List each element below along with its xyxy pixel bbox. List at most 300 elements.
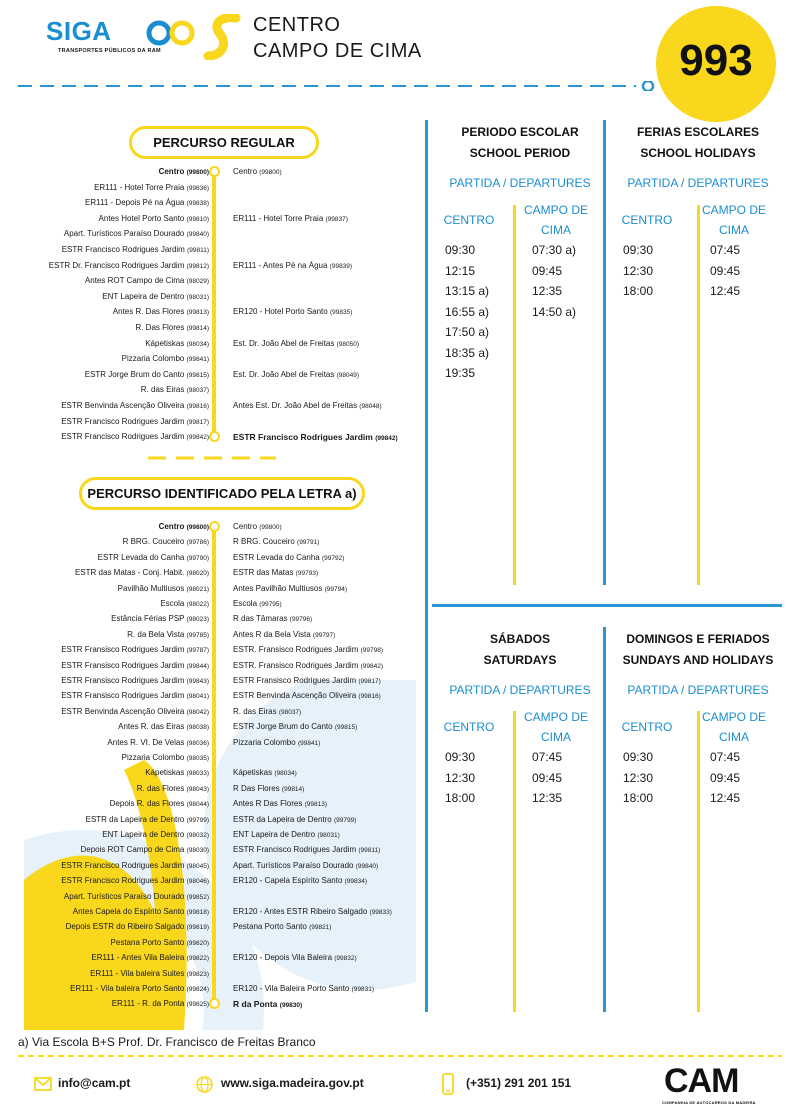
globe-icon — [196, 1076, 213, 1093]
departure-time: 12:30 — [623, 263, 654, 278]
times-centro — [445, 240, 489, 384]
footer-dashed-line — [18, 1053, 782, 1059]
stop-code: (99831) — [351, 986, 375, 993]
stop-name: Depois ESTR do Ribeiro Salgado — [65, 922, 185, 932]
times-centro — [623, 747, 653, 809]
stop-right — [233, 307, 352, 316]
stop-code: (98043) — [186, 785, 209, 793]
column-header-line1: CAMPO DE — [523, 203, 588, 217]
stop-name: ER111 - Depois Pé na Água — [85, 198, 185, 208]
stop-right — [233, 707, 301, 716]
stop-code: (99793) — [295, 570, 319, 578]
stop-code: (99817) — [358, 678, 381, 685]
stop-right — [233, 999, 302, 1009]
stop-name: Antes R Das Flores — [233, 799, 303, 809]
stop-left — [70, 984, 209, 993]
stop-code: (98035) — [186, 755, 209, 762]
timetable-left-border — [425, 120, 428, 1012]
stop-code: (98038) — [186, 724, 209, 732]
stop-right — [233, 432, 398, 442]
phone-icon — [442, 1073, 454, 1095]
route-number: 993 — [679, 36, 753, 85]
stop-name: R. das Eiras — [233, 706, 277, 716]
regular-route-title: PERCURSO REGULAR — [129, 126, 319, 159]
stop-left — [85, 198, 209, 207]
column-divider-2 — [697, 205, 700, 585]
times-centro — [445, 747, 475, 809]
stop-left — [61, 876, 209, 885]
column-header-campo-de-cima — [518, 200, 594, 240]
stop-name: ENT Lapeira de Dentro — [102, 291, 185, 301]
stop-code: (98020) — [186, 570, 209, 578]
stop-left — [91, 953, 209, 962]
stop-name: ESTR Francisco Rodrigues Jardim — [61, 432, 185, 442]
stop-left — [145, 339, 209, 348]
stop-code: (98036) — [186, 739, 209, 747]
stop-right — [233, 370, 359, 379]
stop-right — [233, 845, 380, 854]
stop-code: (99814) — [186, 325, 209, 332]
stop-name: R Das Flores — [233, 783, 280, 793]
stop-code: (98022) — [186, 601, 209, 608]
column-header-line2: CIMA — [719, 223, 749, 237]
column-header-campo-de-cima — [696, 200, 772, 240]
stop-left — [122, 753, 209, 762]
stop-name: Antes R. VI. De Velas — [107, 737, 185, 747]
stop-code: (99810) — [186, 215, 209, 223]
stop-right — [233, 691, 381, 700]
stop-left — [61, 401, 209, 410]
stop-code: (99842) — [186, 434, 209, 442]
stop-name: ESTR Jorge Brum do Canto — [84, 369, 185, 379]
stop-code: (98041) — [186, 693, 209, 701]
background-decoration — [24, 680, 416, 1030]
stop-right — [233, 799, 327, 808]
stop-left — [75, 568, 209, 577]
stop-name: ESTR. Fransisco Rodrigues Jardim — [233, 660, 359, 670]
timetable-title — [432, 629, 608, 671]
stop-name: R das Tâmaras — [233, 614, 288, 624]
departures-label: PARTIDA / DEPARTURES — [449, 683, 591, 697]
stop-name: ER120 - Capela Espírito Santo — [233, 876, 343, 886]
stop-name: Centro — [158, 167, 185, 176]
route-title-line2: CAMPO DE CIMA — [253, 40, 422, 62]
stop-code: (98049) — [336, 371, 360, 379]
departure-time: 09:45 — [532, 770, 563, 785]
stop-right — [233, 907, 392, 916]
departure-time: 19:35 — [445, 366, 476, 380]
stop-right — [233, 676, 381, 685]
departure-time: 09:45 — [710, 770, 741, 785]
stop-code: (99794) — [324, 585, 348, 593]
stop-right — [233, 614, 312, 623]
stop-code: (99816) — [358, 693, 381, 701]
stop-right — [233, 738, 320, 747]
stop-code: (99817) — [186, 418, 209, 426]
stop-left — [49, 261, 209, 270]
stop-name: Pestana Porto Santo — [233, 922, 307, 932]
stop-code: (99800) — [186, 169, 209, 176]
departure-time: 17:50 a) — [445, 325, 490, 339]
stop-left — [111, 938, 209, 947]
stop-left — [141, 385, 209, 394]
stop-name: R BRG. Couceiro — [233, 537, 295, 547]
stop-code: (99830) — [279, 1002, 303, 1010]
stop-name: ESTR Fransisco Rodrigues Jardim — [61, 691, 185, 701]
cam-logo: CAM — [664, 1062, 739, 1100]
timetable-title — [432, 122, 608, 164]
stop-left — [99, 214, 209, 223]
stop-code: (99852) — [186, 893, 209, 901]
stop-code: (99819) — [186, 924, 209, 932]
stop-code: (98031) — [317, 832, 340, 839]
stop-name: ESTR da Lapeira de Dentro — [233, 814, 332, 824]
stop-left — [123, 537, 209, 546]
stop-code: (99824) — [186, 986, 209, 993]
column-divider-3 — [513, 711, 516, 1012]
stop-name: Pizzaria Colombo — [233, 737, 296, 747]
stop-name: Pavilhão Multiusos — [117, 583, 185, 593]
stop-code: (99796) — [289, 616, 313, 624]
departure-time: 09:30 — [623, 750, 654, 764]
departure-time: 13:15 a) — [445, 284, 490, 298]
stop-right — [233, 645, 383, 654]
stop-code: (99842) — [375, 435, 398, 443]
stop-code: (98029) — [186, 278, 209, 286]
stop-name: ESTR Levada do Canha — [233, 552, 320, 562]
stop-name: ER111 - Antes Pé na Água — [233, 260, 328, 270]
departure-time: 18:00 — [623, 791, 654, 805]
route-line — [212, 171, 216, 436]
departures-label: PARTIDA / DEPARTURES — [627, 683, 769, 697]
stop-name: R da Ponta — [233, 999, 278, 1010]
timetable-title — [610, 629, 786, 671]
stop-name: Antes R da Bela Vista — [233, 629, 311, 639]
route-end-dot — [209, 431, 220, 442]
stop-right — [233, 661, 383, 670]
stop-left — [112, 999, 209, 1008]
timetable-title-pt: SÁBADOS — [489, 632, 550, 646]
footer-website[interactable]: www.siga.madeira.gov.pt — [221, 1076, 364, 1090]
stop-right — [233, 599, 282, 608]
stop-right — [233, 830, 340, 839]
stop-code: (98046) — [186, 878, 209, 886]
stop-code: (98031) — [186, 293, 209, 301]
letter-route-title — [79, 477, 365, 510]
stop-left — [135, 323, 209, 332]
stop-name: Antes Est. Dr. João Abel de Freitas — [233, 401, 358, 410]
stop-right — [233, 876, 367, 885]
stop-left — [110, 799, 209, 808]
stop-code: (99811) — [358, 847, 381, 855]
departure-time: 18:00 — [623, 284, 654, 298]
stop-code: (99811) — [187, 247, 209, 254]
departure-time: 12:35 — [532, 791, 563, 805]
stop-code: (98050) — [336, 340, 360, 348]
stop-name: ER111 - R. da Ponta — [111, 999, 185, 1009]
footer-email[interactable]: info@cam.pt — [58, 1076, 131, 1090]
stop-code: (99795) — [259, 601, 282, 608]
stop-code: (99837) — [325, 215, 348, 223]
departures-label: PARTIDA / DEPARTURES — [627, 176, 769, 190]
stop-name: Apart. Turísticos Paraíso Dourado — [63, 229, 185, 239]
stop-code: (98037) — [186, 387, 209, 395]
stop-right — [233, 339, 359, 348]
times-campo-de-cima — [710, 240, 740, 302]
section-divider-dash — [140, 453, 280, 463]
column-header-campo-de-cima — [518, 707, 594, 747]
stop-name: R. Das Flores — [135, 323, 185, 332]
stop-left — [107, 738, 209, 747]
column-header-line1: CAMPO DE — [701, 710, 766, 724]
departure-time: 09:30 — [445, 750, 476, 764]
stop-name: ESTR da Lapeira de Dentro — [85, 814, 185, 824]
stop-code: (99787) — [186, 647, 209, 655]
letter-route-title-text: PERCURSO IDENTIFICADO PELA LETRA — [87, 486, 342, 501]
stop-code: (99786) — [186, 539, 209, 547]
times-centro — [623, 240, 653, 302]
stop-left — [94, 183, 209, 192]
stop-code: (99790) — [186, 554, 209, 562]
stop-name: ESTR Dr. Francisco Rodrigues Jardim — [48, 260, 185, 270]
stop-name: ER111 - Vila baleira Porto Santo — [70, 984, 185, 993]
stop-name: ESTR Francisco Rodrigues Jardim — [233, 845, 357, 855]
column-header-line2: CIMA — [541, 730, 571, 744]
timetable-title-pt: PERIODO ESCOLAR — [461, 125, 579, 139]
footer-phone[interactable]: (+351) 291 201 151 — [466, 1076, 572, 1090]
stop-code: (99812) — [186, 262, 209, 270]
stop-code: (99821) — [309, 924, 332, 932]
stop-name: Antes Hotel Porto Santo — [98, 213, 185, 223]
timetable-title-pt: DOMINGOS E FERIADOS — [626, 632, 770, 646]
stop-left — [62, 245, 209, 254]
stop-code: (99841) — [186, 356, 209, 364]
stop-left — [90, 969, 209, 978]
stop-left — [64, 229, 209, 238]
footnote: a) Via Escola B+S Prof. Dr. Francisco de Freitas Branco — [18, 1035, 316, 1049]
column-header-line1: CAMPO DE — [701, 203, 766, 217]
stop-code: (98023) — [186, 616, 209, 624]
stop-name: ESTR Benvinda Ascenção Oliveira — [61, 706, 185, 716]
stop-code: (98037) — [278, 708, 302, 716]
stop-code: (99825) — [186, 1001, 209, 1009]
stop-left — [159, 522, 209, 531]
stop-left — [122, 354, 209, 363]
stop-name: ESTR Francisco Rodrigues Jardim — [61, 245, 185, 254]
stop-right — [233, 553, 344, 562]
stop-name: R. das Eiras — [140, 385, 185, 395]
departure-time: 09:30 — [623, 243, 654, 257]
envelope-icon — [34, 1077, 52, 1091]
stop-left — [127, 630, 209, 639]
stop-code: (99814) — [281, 785, 305, 793]
stop-name: ESTR Levada do Canha — [97, 552, 185, 562]
stop-code: (98048) — [359, 403, 382, 410]
stop-code: (99800) — [259, 524, 282, 531]
departure-time: 09:30 — [445, 243, 476, 257]
stop-name: ER120 - Vila Baleira Porto Santo — [233, 984, 350, 993]
stop-right — [233, 722, 357, 731]
stop-name: ER120 - Hotel Porto Santo — [233, 307, 328, 317]
stop-code: (98032) — [186, 832, 209, 839]
departure-time: 12:45 — [710, 284, 741, 298]
stop-code: (99841) — [297, 739, 321, 747]
stop-left — [85, 370, 209, 379]
stop-name: Kápetiskas — [233, 768, 273, 778]
route-start-dot — [209, 521, 220, 532]
stop-code: (98034) — [274, 770, 297, 778]
times-campo-de-cima — [532, 240, 576, 322]
departure-time: 12:45 — [710, 791, 741, 805]
stop-right — [233, 401, 382, 410]
stop-code: (99834) — [344, 878, 368, 886]
departure-time: 09:45 — [532, 263, 563, 278]
times-campo-de-cima — [710, 747, 740, 809]
stop-left — [86, 815, 209, 824]
stop-name: Depois R. das Flores — [109, 799, 185, 809]
stop-name: ER111 - Hotel Torre Praia — [94, 182, 185, 192]
stop-code: (98042) — [186, 708, 209, 716]
stop-name: Kápetiskas — [145, 768, 185, 778]
siga-subtitle: TRANSPORTES PÚBLICOS DA RAM — [58, 48, 161, 54]
column-header-campo-de-cima — [696, 707, 772, 747]
stop-name: Est. Dr. João Abel de Freitas — [233, 369, 335, 379]
stop-left — [98, 553, 209, 562]
stop-code: (98045) — [186, 862, 209, 870]
stop-right — [233, 584, 347, 593]
stop-name: Kápetiskas — [145, 338, 185, 348]
stop-name: ESTR Fransisco Rodrigues Jardim — [61, 660, 185, 670]
stop-code: (99792) — [321, 554, 345, 562]
stop-code: (99799) — [333, 816, 357, 824]
stop-code: (99842) — [360, 662, 384, 670]
departure-time: 12:30 — [445, 770, 476, 785]
stop-name: Antes ROT Campo de Cima — [84, 276, 185, 286]
stop-left — [159, 167, 209, 176]
stop-name: Antes Pavilhão Multiusos — [233, 583, 323, 593]
stop-code: (99799) — [186, 816, 209, 824]
stop-left — [64, 892, 209, 901]
stop-code: (99800) — [186, 524, 209, 531]
stop-left — [137, 784, 209, 793]
column-header-centro: CENTRO — [443, 720, 495, 734]
column-divider-4 — [697, 711, 700, 1012]
stop-code: (98033) — [186, 770, 209, 778]
stop-code: (99832) — [334, 955, 357, 963]
stop-right — [233, 537, 319, 546]
column-header-centro: CENTRO — [621, 213, 673, 227]
departure-time: 07:30 a) — [532, 243, 577, 257]
stop-name: ESTR das Matas — [233, 568, 294, 578]
column-header-line1: CAMPO DE — [523, 710, 588, 724]
departure-time: 14:50 a) — [532, 304, 577, 319]
stop-code: (98034) — [186, 340, 209, 348]
departure-time: 12:15 — [445, 263, 476, 278]
timetable-title-pt: FERIAS ESCOLARES — [636, 125, 759, 139]
stop-name: Est. Dr. João Abel de Freitas — [233, 338, 335, 348]
stop-code: (99823) — [186, 970, 209, 978]
stop-right — [233, 984, 374, 993]
stop-name: ESTR. Fransisco Rodrigues Jardim — [233, 645, 359, 655]
departures-label: PARTIDA / DEPARTURES — [449, 176, 591, 190]
stop-code: (99836) — [186, 184, 209, 192]
stop-right — [233, 784, 304, 793]
column-header-centro: CENTRO — [443, 213, 495, 227]
stop-left — [160, 599, 209, 608]
stop-left — [66, 922, 209, 931]
stop-left — [85, 276, 209, 285]
stop-right — [233, 261, 352, 270]
stop-name: ER120 - Depois Vila Baleira — [233, 953, 333, 963]
stop-left — [118, 722, 209, 731]
stop-name: ER111 - Vila baleira Suites — [90, 968, 185, 978]
stop-name: Centro — [158, 522, 185, 531]
stop-code: (99800) — [259, 169, 282, 176]
stop-name: ESTR Fransisco Rodrigues Jardim — [61, 676, 185, 685]
departure-time: 16:55 a) — [445, 304, 490, 319]
stop-code: (99813) — [186, 309, 209, 317]
siga-logo-mark-icon — [146, 18, 198, 48]
siga-brand-text: SIGA — [46, 16, 112, 46]
stop-left — [80, 845, 209, 854]
stop-left — [61, 432, 209, 441]
stop-name: ESTR Francisco Rodrigues Jardim — [61, 860, 185, 870]
stop-left — [61, 661, 209, 670]
stop-right — [233, 768, 297, 777]
column-header-centro: CENTRO — [621, 720, 673, 734]
stop-code: (99833) — [369, 909, 392, 916]
departure-time: 07:45 — [532, 750, 563, 764]
route-line — [212, 526, 216, 1003]
stop-name: ESTR das Matas - Conj. Habit. — [74, 568, 185, 578]
stop-left — [61, 676, 209, 685]
letter-route-marker: a) — [345, 486, 357, 501]
stop-name: R. da Bela Vista — [127, 629, 185, 639]
stop-code: (99815) — [186, 371, 209, 379]
stop-code: (99816) — [186, 403, 209, 410]
stop-code: (98030) — [186, 847, 209, 855]
stop-code: (99838) — [186, 200, 209, 208]
stop-name: ESTR Francisco Rodrigues Jardim — [61, 416, 185, 426]
route-start-dot — [209, 166, 220, 177]
timetable-title — [610, 122, 786, 164]
stop-code: (99791) — [297, 539, 320, 547]
stop-code: (99840) — [186, 231, 209, 239]
stop-left — [61, 645, 209, 654]
siga-logo — [46, 14, 196, 58]
departure-time: 18:00 — [445, 791, 476, 805]
stop-name: ESTR Fransisco Rodrigues Jardim — [61, 645, 185, 655]
stop-left — [145, 768, 209, 777]
stop-right — [233, 522, 282, 531]
stop-code: (99798) — [360, 647, 384, 655]
stop-code: (98044) — [186, 801, 209, 809]
stop-name: Centro — [233, 167, 258, 176]
stop-name: ESTR Fransisco Rodrigues Jardim — [233, 676, 357, 685]
stop-right — [233, 922, 331, 931]
stop-right — [233, 568, 318, 577]
stop-code: (98021) — [186, 585, 209, 593]
stop-name: ER120 - Antes ESTR Ribeiro Salgado — [233, 907, 368, 916]
cam-subtitle: COMPANHIA DE AUTOCARROS DA MADEIRA — [662, 1100, 756, 1105]
stop-right — [233, 167, 282, 176]
timetable-title-en: SCHOOL HOLIDAYS — [640, 146, 756, 160]
departure-time: 18:35 a) — [445, 345, 490, 360]
stop-name: ESTR Jorge Brum do Canto — [233, 722, 333, 732]
stop-name: ENT Lapeira de Dentro — [233, 830, 316, 839]
stop-right — [233, 815, 356, 824]
stop-code: (99820) — [186, 939, 209, 947]
